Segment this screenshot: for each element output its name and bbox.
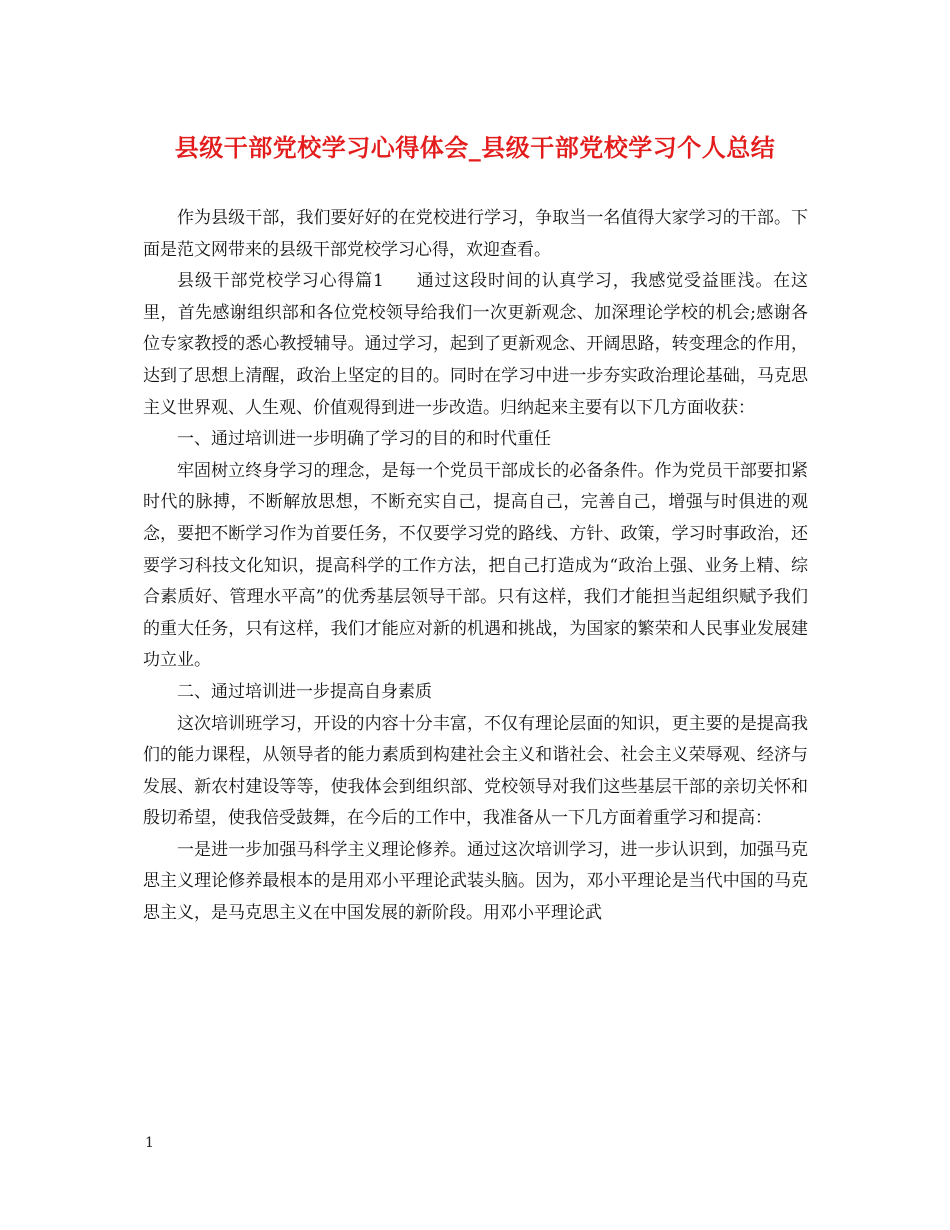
chapter-opening-text: 通过这段时间的认真学习，我感觉受益匪浅。在这里，首先感谢组织部和各位党校领导给我们一次更新观念、加深理论学校的机会;感谢各位专家教授的悉心教授辅导。通过学习，起到了更新观念、开阔思路，转变理念的作用，达到了思想上清醒，政治上坚定的目的。同时在学习中进一步夯实政治理论基础，马克思主义世界观、人生观、价值观得到进一步改造。归纳起来主要有以下几方面收获： xyxy=(143,271,808,418)
intro-paragraph: 作为县级干部，我们要好好的在党校进行学习，争取当一名值得大家学习的干部。下面是范文网带来的县级干部党校学习心得，欢迎查看。 xyxy=(143,208,808,260)
document-title: 县级干部党校学习心得体会_县级干部党校学习个人总结 xyxy=(174,133,776,162)
chapter-heading: 县级干部党校学习心得篇1 xyxy=(177,271,384,292)
chapter-paragraph xyxy=(143,266,808,424)
section-heading-2: 二、通过培训进一步提高自身素质 xyxy=(177,681,432,702)
document-body xyxy=(143,203,808,930)
page-number: 1 xyxy=(145,1135,154,1151)
point-1-paragraph: 一是进一步加强马科学主义理论修养。通过这次培训学习，进一步认识到，加强马克思主义理论修养最根本的是用邓小平理论武装头脑。因为，邓小平理论是当代中国的马克思主义，是马克思主义在中国发展的新阶段。用邓小平理论武 xyxy=(143,839,808,924)
section-heading-1: 一、通过培训进一步明确了学习的目的和时代重任 xyxy=(177,429,551,450)
section-1-paragraph: 牢固树立终身学习的理念，是每一个党员干部成长的必备条件。作为党员干部要扣紧时代的脉搏，不断解放思想，不断充实自己，提高自己，完善自己，增强与时俱进的观念，要把不断学习作为首要任务，不仅要学习党的路线、方针、政策，学习时事政治，还要学习科技文化知识，提高科学的工作方法，把自己打造成为“政治上强、业务上精、综合素质好、管理水平高”的优秀基层领导干部。只有这样，我们才能担当起组织赋予我们的重大任务，只有这样，我们才能应对新的机遇和挑战，为国家的繁荣和人民事业发展建功立业。 xyxy=(143,460,808,671)
section-2-paragraph: 这次培训班学习，开设的内容十分丰富，不仅有理论层面的知识，更主要的是提高我们的能力课程，从领导者的能力素质到构建社会主义和谐社会、社会主义荣辱观、经济与发展、新农村建设等等，使我体会到组织部、党校领导对我们这些基层干部的亲切关怀和殷切希望，使我倍受鼓舞，在今后的工作中，我准备从一下几方面着重学习和提高： xyxy=(143,713,808,829)
